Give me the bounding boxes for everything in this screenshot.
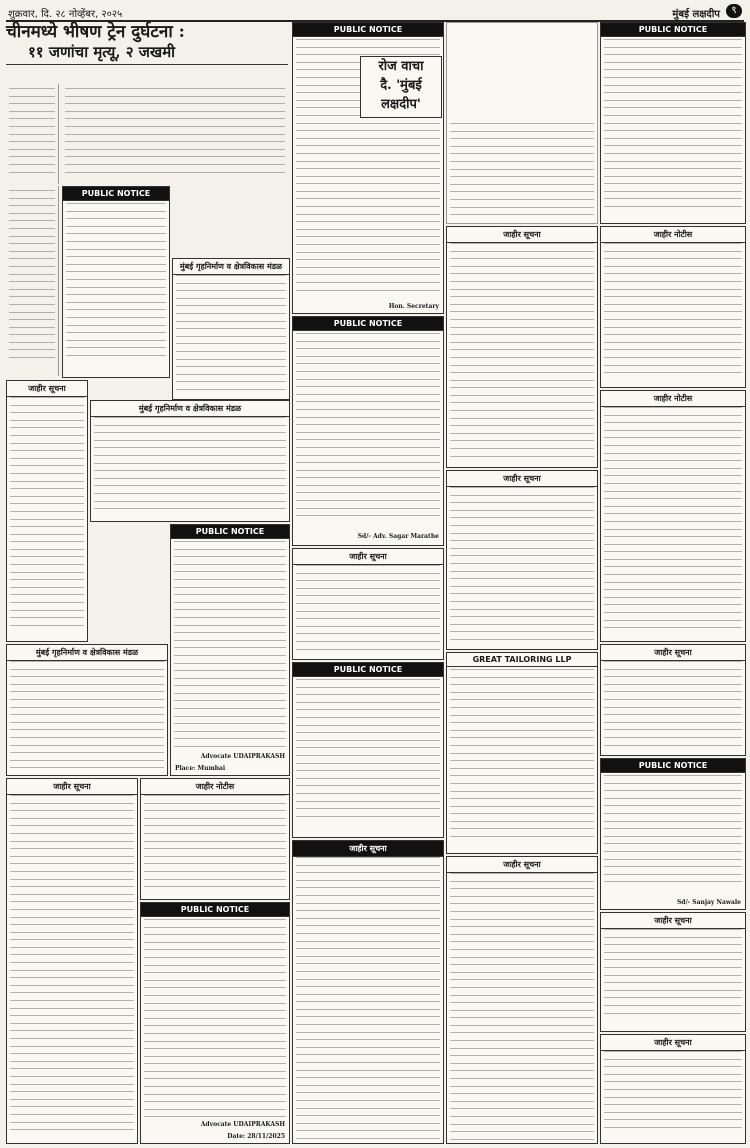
headline-line2: ११ जणांचा मृत्यू, २ जखमी [28,43,176,61]
great-tailoring-notice [446,652,598,854]
notice-title: जाहीर सूचना [7,381,87,397]
notice-title: जाहीर सूचना [447,227,597,243]
notice-title: PUBLIC NOTICE [293,23,443,37]
notice-title: मुंबई गृहनिर्माण व क्षेत्रविकास मंडळ [7,645,167,661]
notice-title: मुंबई गृहनिर्माण व क्षेत्रविकास मंडळ [173,259,289,275]
notice-title: PUBLIC NOTICE [601,759,745,773]
notice-title: जाहीर सूचना [447,857,597,873]
notice-title: PUBLIC NOTICE [63,187,169,201]
place-label: Place: Mumbai [175,765,226,772]
jahir-suchana-8 [446,856,598,1144]
advocate-signature: Advocate UDAIPRAKASH [200,753,285,760]
public-notice-7 [600,22,746,224]
public-notice-8 [600,758,746,910]
jahir-notice-2 [600,226,746,388]
lead-story-left-cont [6,186,59,376]
promo-line3: लक्षदीप' [381,97,421,112]
notice-title: मुंबई गृहनिर्माण व क्षेत्रविकास मंडळ [91,401,289,417]
notice-title: जाहीर सूचना [601,913,745,929]
society-notice-1 [172,258,290,400]
notice-title: जाहीर सूचना [447,471,597,487]
public-notice-2 [170,524,290,776]
jahir-suchana-1 [6,380,88,642]
jahir-notice-1 [140,778,290,900]
notice-title: PUBLIC NOTICE [171,525,289,539]
secretary-signature: Hon. Secretary [388,303,439,310]
paper-name: मुंबई लक्षदीप [672,9,720,20]
notice-title: जाहीर नोटीस [601,227,745,243]
advocate-signature: Sd/- Adv. Sagar Marathe [357,533,439,540]
notice-title: जाहीर सूचना [601,645,745,661]
page-number: ९ [726,4,742,18]
signature: Sd/- Sanjay Nawale [676,899,741,906]
jahir-suchana-4 [292,840,444,1144]
notice-title: जाहीर सूचना [293,549,443,565]
notice-title: PUBLIC NOTICE [141,903,289,917]
notice-title: जाहीर सूचना [7,779,137,795]
public-notice-1 [62,186,170,378]
masthead [6,4,744,22]
public-notice-3 [140,902,290,1144]
notice-title: जाहीर नोटीस [601,391,745,407]
jahir-suchana-2 [6,778,138,1144]
lead-story-left [6,84,59,184]
sale-notice [600,912,746,1032]
public-notice-5 [292,316,444,546]
issue-date: शुक्रवार, दि. २८ नोव्हेंबर, २०२५ [8,9,123,20]
lead-story-right [62,84,288,184]
advocate-signature: Advocate UDAIPRAKASH [200,1121,285,1128]
date-label: Date: 28/11/2025 [227,1133,285,1140]
public-notice-6 [292,662,444,838]
jahir-suchana-6 [446,226,598,468]
jahir-suchana-7 [446,470,598,650]
promo-line2: दै. 'मुंबई [380,78,422,93]
daily-promo-box [360,56,442,118]
notice-title: जाहीर सूचना [601,1035,745,1051]
notice-title: जाहीर सूचना [293,841,443,857]
notice-title: PUBLIC NOTICE [293,317,443,331]
notice-title: PUBLIC NOTICE [601,23,745,37]
lead-headline [6,22,288,82]
tender-notice [600,1034,746,1144]
notice-title: जाहीर नोटीस [141,779,289,795]
jahir-suchana-5 [446,22,598,224]
jahir-suchana-3 [292,548,444,660]
jahir-notice-3 [600,390,746,642]
jahir-suchana-9 [600,644,746,756]
promo-line1: रोज वाचा [378,59,424,74]
society-notice-2 [90,400,290,522]
society-notice-3 [6,644,168,776]
notice-title: PUBLIC NOTICE [293,663,443,677]
headline-line1: चीनमध्ये भीषण ट्रेन दुर्घटना : [6,22,185,42]
notice-title: GREAT TAILORING LLP [447,653,597,667]
